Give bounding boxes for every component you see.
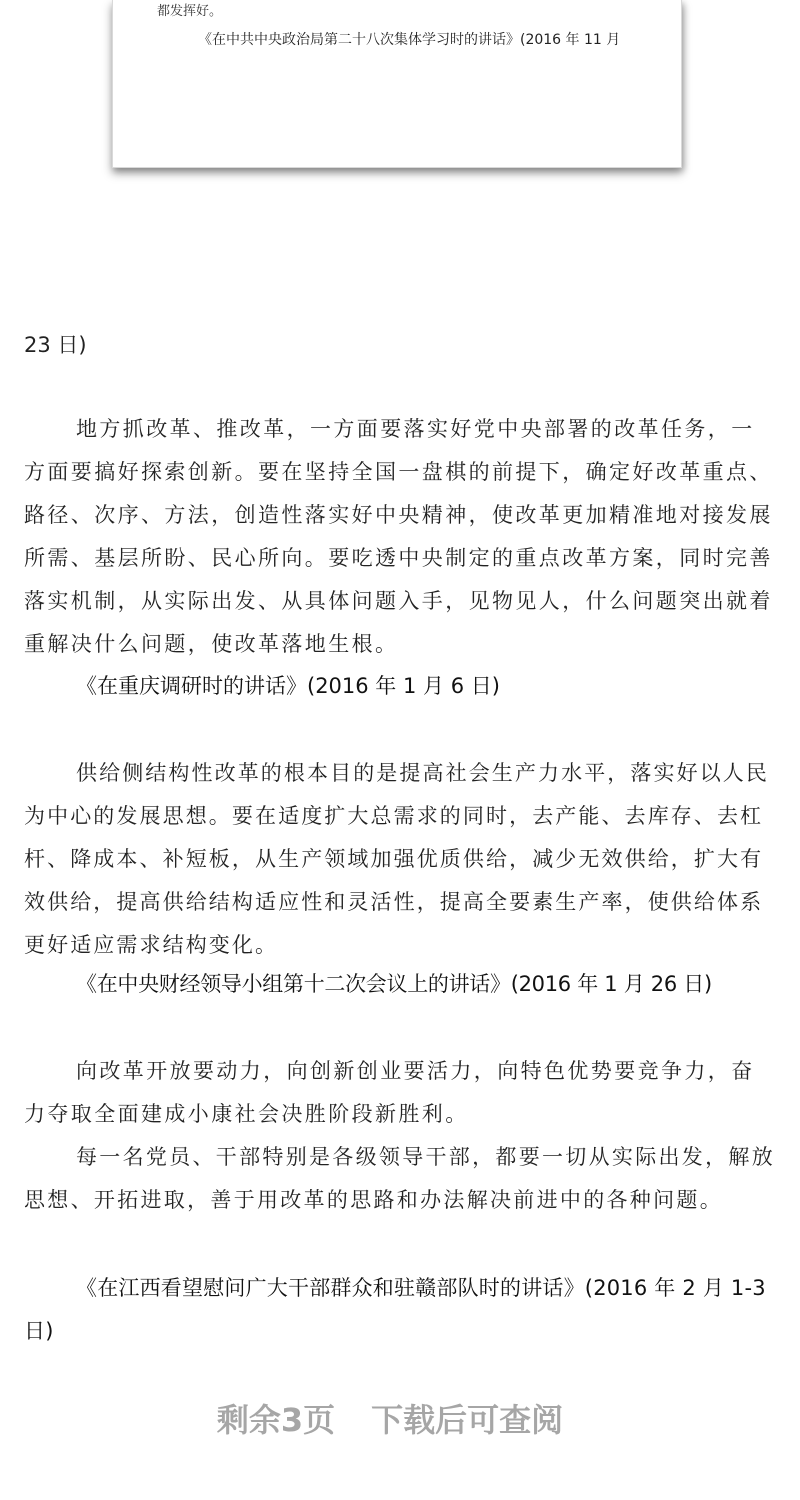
previous-page-preview-card bbox=[112, 0, 682, 168]
preview-tail-text: 都发挥好。 bbox=[157, 4, 223, 19]
remaining-pages-notice[interactable] bbox=[0, 1398, 780, 1442]
source-citation: 《在重庆调研时的讲话》(2016 年 1 月 6 日) bbox=[76, 674, 500, 698]
download-to-view-label[interactable]: 下载后可查阅 bbox=[371, 1401, 564, 1439]
preview-source-title: 《在中共中央政治局第二十八次集体学习时的讲话》(2016 年 11 月 bbox=[198, 32, 621, 48]
remaining-pages-label[interactable]: 剩余3页 bbox=[216, 1401, 336, 1439]
source-date-continuation: 23 日) bbox=[24, 333, 87, 357]
body-paragraph: 向改革开放要动力，向创新创业要活力，向特色优势要竞争力，奋力夺取全面建成小康社会决胜阶段新胜利。 bbox=[24, 1059, 755, 1126]
body-paragraph: 供给侧结构性改革的根本目的是提高社会生产力水平，落实好以人民为中心的发展思想。要在适度扩大总需求的同时，去产能、去库存、去杠杆、降成本、补短板，从生产领域加强优质供给，减少无效供给，扩大有效供给，提高供给结构适应性和灵活性，提高全要素生产率，使供给体系更好适应需求结构变化。 bbox=[24, 761, 769, 957]
body-paragraph: 地方抓改革、推改革，一方面要落实好党中央部署的改革任务，一方面要搞好探索创新。要在坚持全国一盘棋的前提下，确定好改革重点、路径、次序、方法，创造性落实好中央精神，使改革更加精准地对接发展所需、基层所盼、民心所向。要吃透中央制定的重点改革方案，同时完善落实机制，从实际出发、从具体问题入手，见物见人，什么问题突出就着重解决什么问题，使改革落地生根。 bbox=[24, 417, 773, 656]
body-paragraph: 每一名党员、干部特别是各级领导干部，都要一切从实际出发，解放思想、开拓进取，善于用改革的思路和办法解决前进中的各种问题。 bbox=[24, 1145, 775, 1212]
source-citation: 《在中央财经领导小组第十二次会议上的讲话》(2016 年 1 月 26 日) bbox=[76, 972, 712, 996]
source-citation: 《在江西看望慰问广大干部群众和驻赣部队时的讲话》(2016 年 2 月 1-3 日) bbox=[24, 1276, 766, 1343]
